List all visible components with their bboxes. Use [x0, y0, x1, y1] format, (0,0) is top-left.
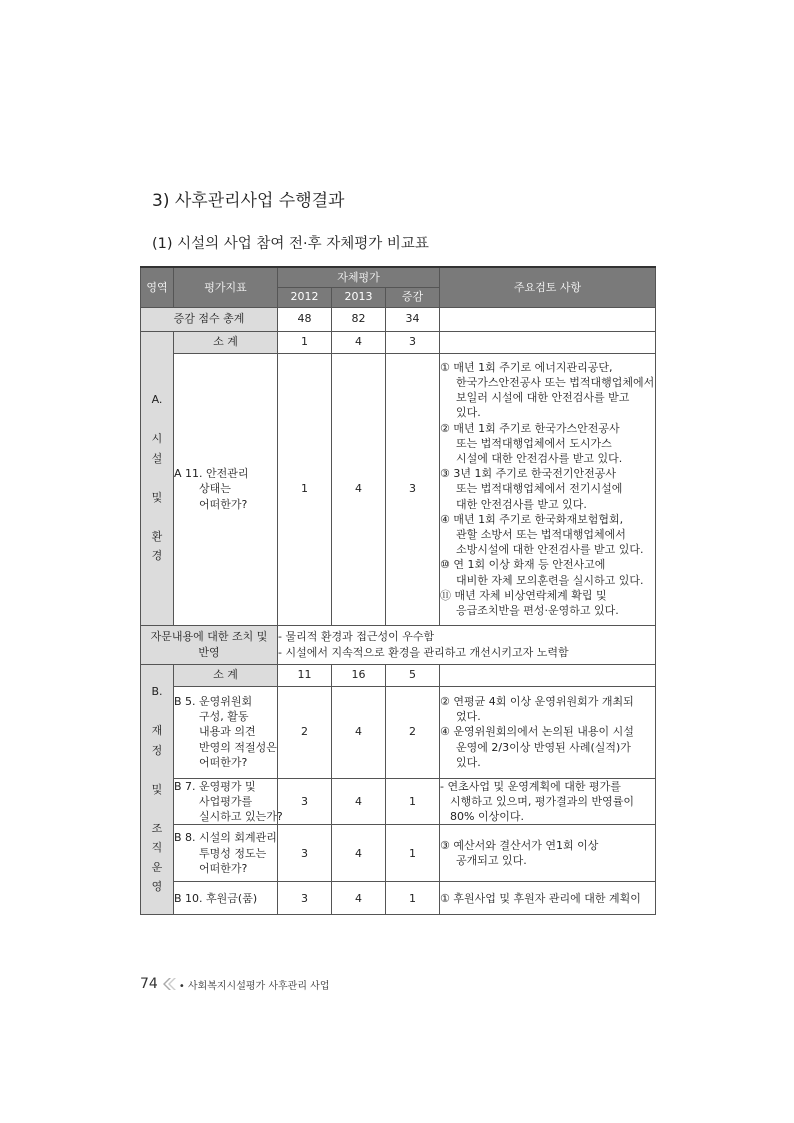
- header-year-2012: 2012: [278, 287, 332, 307]
- area-char: B.: [151, 685, 163, 699]
- area-char: 설: [151, 451, 163, 465]
- total-row: [141, 307, 656, 331]
- indicator-cell: [174, 778, 283, 825]
- indicator-row: [141, 825, 656, 882]
- subtotal-label: 소 계: [174, 331, 278, 353]
- subtotal-2013: 4: [332, 331, 386, 353]
- indicator-line: [174, 709, 277, 724]
- area-char: 경: [151, 549, 163, 563]
- review-cell: [440, 778, 656, 825]
- review-line: 었다.: [456, 710, 481, 724]
- consult-text: [278, 625, 656, 664]
- area-char: 정: [151, 743, 163, 757]
- indicator-row: [141, 882, 656, 915]
- indicator-line: [174, 755, 277, 770]
- review-line: ② 매년 1회 주기로 한국가스안전공사: [440, 421, 620, 435]
- area-char: 시: [151, 432, 163, 446]
- area-char: 재: [151, 724, 163, 738]
- indicator-line: [174, 497, 277, 512]
- header-self-eval: 자체평가: [278, 267, 440, 287]
- review-line: 대비한 자체 모의훈련을 실시하고 있다.: [456, 573, 644, 587]
- area-label: [141, 682, 173, 897]
- indicator-row: [141, 778, 656, 825]
- review-line: ② 연평균 4회 이상 운영위원회가 개최되: [440, 694, 634, 708]
- indicator-line: [174, 481, 277, 496]
- score-2012: 1: [278, 353, 332, 625]
- indicator-text: 사업평가를: [199, 794, 253, 808]
- indicator-text: 반영의 적절성은: [199, 740, 277, 754]
- page-footer: [140, 976, 330, 992]
- consult-label: [141, 625, 278, 664]
- score-2013: 4: [332, 825, 386, 882]
- running-title: • 사회복지시설평가 사후관리 사업: [178, 980, 330, 992]
- subsection-title: (1) 시설의 사업 참여 전·후 자체평가 비교표: [152, 236, 429, 252]
- review-line: 대한 안전검사를 받고 있다.: [456, 497, 587, 511]
- indicator-text: 어떠한가?: [199, 755, 248, 769]
- total-2012: 48: [278, 307, 332, 331]
- score-2012: 3: [278, 882, 332, 915]
- indicator-text: 실시하고 있는가?: [199, 809, 283, 823]
- indicator-text: 상태는: [199, 482, 231, 496]
- indicator-line: [174, 794, 277, 809]
- area-char: [155, 799, 159, 819]
- indicator-line: [174, 740, 277, 755]
- score-2013: 4: [332, 882, 386, 915]
- indicator-cell: [174, 353, 278, 625]
- review-line: 시설에 대한 안전검사를 받고 있다.: [456, 451, 623, 465]
- score-2013: 4: [332, 778, 386, 825]
- area-char: [155, 760, 159, 780]
- indicator-line: [174, 891, 277, 906]
- indicator-line: [174, 861, 277, 876]
- indicator-code: A 11.: [174, 467, 203, 481]
- running-title-text: 사회복지시설평가 사후관리 사업: [187, 980, 330, 992]
- indicator-text: 구성, 활동: [199, 710, 249, 724]
- subtotal-review: [440, 331, 656, 353]
- indicator-text: 투명성 정도는: [199, 846, 267, 860]
- indicator-text: 운영위원회: [199, 694, 253, 708]
- consult-row: [141, 625, 656, 664]
- indicator-cell: [174, 825, 278, 882]
- chevron-left-icon: [162, 978, 176, 990]
- subtotal-change: 3: [386, 331, 440, 353]
- review-cell: [440, 686, 656, 778]
- consult-label-line: 자문내용에 대한 조치 및: [150, 630, 268, 644]
- score-2012: 3: [278, 825, 332, 882]
- score-change: 1: [386, 778, 440, 825]
- area-char: 영: [151, 880, 163, 894]
- review-line: 운영에 2/3이상 반영된 사례(실적)가: [456, 740, 631, 754]
- area-char: [155, 702, 159, 722]
- review-line: 공개되고 있다.: [456, 854, 527, 868]
- indicator-row: [141, 686, 656, 778]
- area-cell-groupB: [141, 664, 174, 915]
- review-line: 있다.: [456, 406, 481, 420]
- evaluation-table-body: [141, 267, 656, 915]
- indicator-text: 시설의 회계관리: [199, 831, 277, 845]
- subtotal-2012: 11: [278, 664, 332, 686]
- score-change: 1: [386, 825, 440, 882]
- score-change: 1: [386, 882, 440, 915]
- indicator-cell: [174, 686, 278, 778]
- area-label: [141, 390, 173, 566]
- indicator-cell: [174, 882, 278, 915]
- indicator-line: [174, 830, 277, 845]
- indicator-code: B 5.: [174, 694, 196, 708]
- total-label: 증감 점수 총계: [141, 307, 278, 331]
- review-line: 또는 법적대행업체에서 전기시설에: [456, 482, 623, 496]
- subtotal-review: [440, 664, 656, 686]
- area-char: 직: [151, 841, 163, 855]
- score-2012: 3: [278, 778, 332, 825]
- area-char: [155, 410, 159, 430]
- score-2013: 4: [332, 353, 386, 625]
- indicator-text: 운영평가 및: [199, 779, 256, 793]
- review-cell: [440, 353, 656, 625]
- consult-label-line: 반영: [198, 645, 220, 659]
- consult-line: - 물리적 환경과 접근성이 우수함: [278, 630, 435, 644]
- evaluation-table: [140, 266, 656, 915]
- indicator-text: 안전관리: [206, 467, 249, 481]
- review-line: 소방시설에 대한 안전검사를 받고 있다.: [456, 543, 644, 557]
- area-char: 및: [151, 490, 163, 504]
- header-row: [141, 267, 656, 287]
- review-line: 관할 소방서 또는 법적대행업체에서: [456, 528, 626, 541]
- area-char: A.: [151, 393, 163, 407]
- subtotal-2013: 16: [332, 664, 386, 686]
- indicator-code: B 8.: [174, 831, 196, 845]
- review-line: - 연초사업 및 운영계획에 대한 평가를: [440, 779, 621, 793]
- total-review: [440, 307, 656, 331]
- score-change: 3: [386, 353, 440, 625]
- header-area: 영역: [141, 267, 174, 307]
- subtotal-row-a: [141, 331, 656, 353]
- header-review: 주요검토 사항: [440, 267, 656, 307]
- indicator-text: 어떠한가?: [199, 497, 248, 511]
- review-line: ③ 예산서와 결산서가 연1회 이상: [440, 838, 599, 852]
- score-2013: 4: [332, 686, 386, 778]
- subtotal-label: 소 계: [174, 664, 278, 686]
- review-line: ⑩ 연 1회 이상 화재 등 안전사고에: [440, 558, 606, 572]
- review-line: ① 매년 1회 주기로 에너지관리공단,: [440, 360, 613, 374]
- header-year-2013: 2013: [332, 287, 386, 307]
- indicator-code: B 7.: [174, 779, 196, 793]
- review-line: ⑪ 매년 자체 비상연락체계 확립 및: [440, 588, 607, 602]
- indicator-line: [174, 779, 277, 794]
- consult-line: - 시설에서 지속적으로 환경을 관리하고 개선시키고자 노력함: [278, 645, 569, 659]
- subtotal-row-b: [141, 664, 656, 686]
- review-line: 시행하고 있으며, 평가결과의 반영률이: [450, 794, 635, 808]
- review-line: 있다.: [456, 755, 481, 769]
- indicator-line: [174, 724, 277, 739]
- area-char: [155, 468, 159, 488]
- review-line: ④ 운영위원회의에서 논의된 내용이 시설: [440, 725, 634, 739]
- area-char: [155, 507, 159, 527]
- review-line: 또는 법적대행업체에서 도시가스: [456, 436, 612, 450]
- section-title: 3) 사후관리사업 수행결과: [152, 191, 345, 211]
- indicator-text: 어떠한가?: [199, 861, 248, 875]
- page-number: 74: [140, 976, 158, 992]
- indicator-text: 후원금(품): [206, 891, 258, 905]
- score-2012: 2: [278, 686, 332, 778]
- indicator-row: [141, 353, 656, 625]
- review-cell: [440, 882, 656, 915]
- subtotal-2012: 1: [278, 331, 332, 353]
- indicator-text: 내용과 의견: [199, 725, 256, 739]
- area-cell-groupA: [141, 331, 174, 625]
- score-change: 2: [386, 686, 440, 778]
- indicator-line: [174, 694, 277, 709]
- review-line: 응급조치반을 편성·운영하고 있다.: [456, 604, 619, 618]
- indicator-line: [174, 809, 283, 824]
- review-line: 한국가스안전공사 또는 법적대행업체에서: [456, 375, 655, 389]
- review-line: 보일러 시설에 대한 안전검사를 받고: [456, 391, 630, 405]
- subtotal-change: 5: [386, 664, 440, 686]
- total-change: 34: [386, 307, 440, 331]
- review-line: ① 후원사업 및 후원자 관리에 대한 계획이: [440, 891, 641, 905]
- total-2013: 82: [332, 307, 386, 331]
- indicator-code: B 10.: [174, 891, 203, 905]
- header-change: 증감: [386, 287, 440, 307]
- area-char: 운: [151, 860, 163, 874]
- area-char: 환: [151, 529, 163, 543]
- review-line: 80% 이상이다.: [450, 809, 524, 823]
- indicator-line: [174, 466, 277, 481]
- area-char: 및: [151, 782, 163, 796]
- review-line: ④ 매년 1회 주기로 한국화재보험협회,: [440, 512, 624, 526]
- review-cell: [440, 825, 656, 882]
- header-indicator: 평가지표: [174, 267, 278, 307]
- indicator-line: [174, 846, 277, 861]
- area-char: 조: [151, 821, 163, 835]
- review-line: ③ 3년 1회 주기로 한국전기안전공사: [440, 467, 616, 481]
